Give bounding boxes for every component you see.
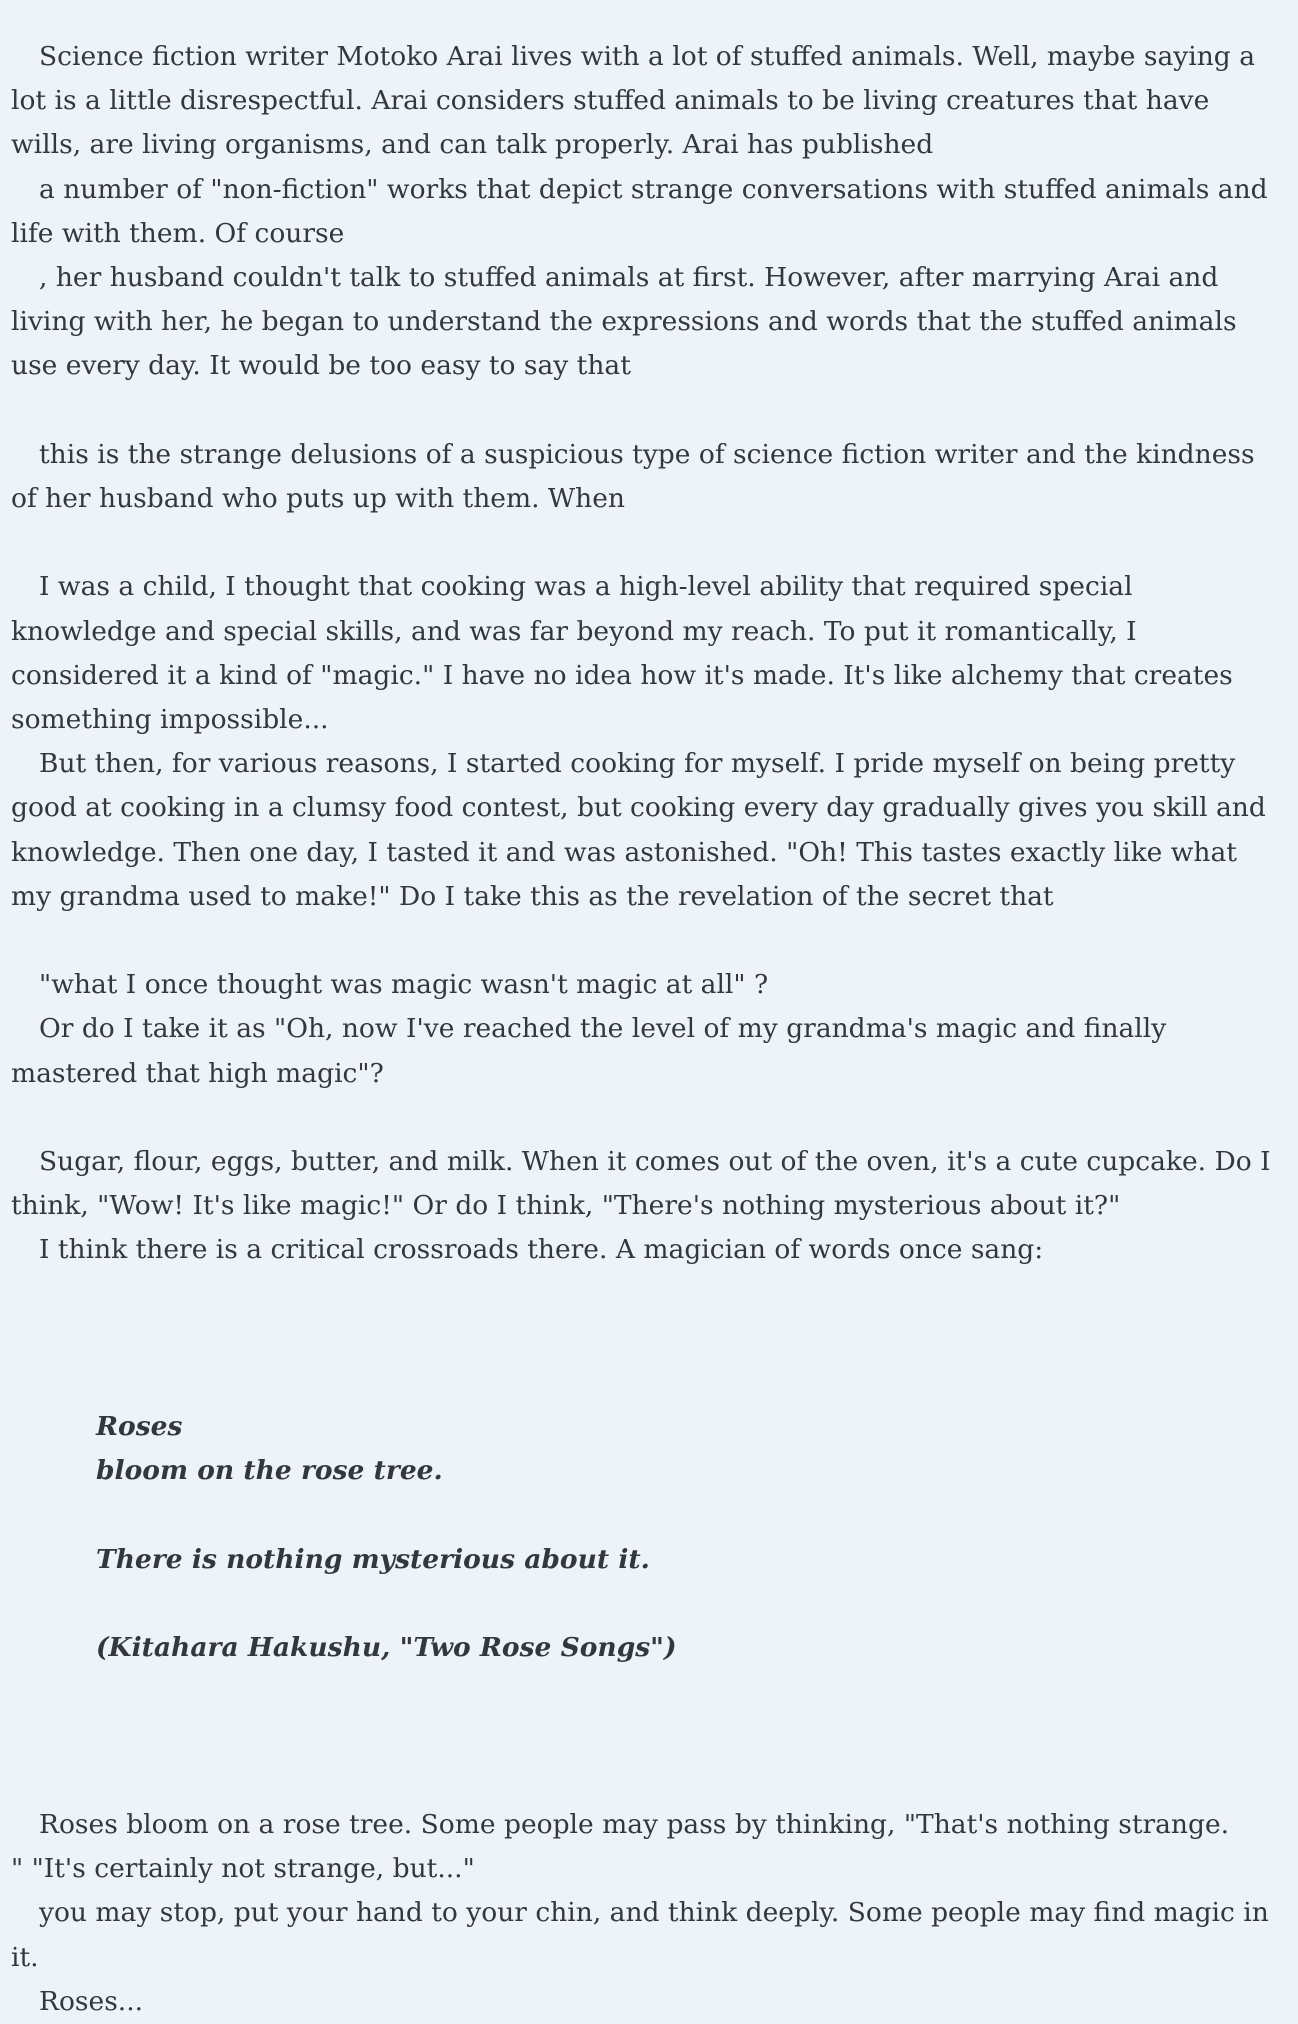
poem-line: Roses: [96, 1411, 183, 1443]
blank-line: [11, 919, 1284, 963]
blank-line: [11, 1273, 1284, 1317]
blank-line: [96, 1494, 1284, 1538]
paragraph: Sugar, flour, eggs, butter, and milk. When it comes out of the oven, it's a cute cupcake. Do I think, "Wow! It's like magic!" Or do I think, "There's nothing mysterious about it?": [11, 1146, 1271, 1222]
paragraph: you may stop, put your hand to your chin, and think deeply. Some people may find magic in it.: [11, 1897, 1269, 1973]
blank-line: [11, 1759, 1284, 1803]
blank-line: [11, 1361, 1284, 1405]
poem-line: bloom on the rose tree.: [96, 1455, 443, 1487]
paragraph: Science fiction writer Motoko Arai lives with a lot of stuffed animals. Well, maybe saying a lot is a little disrespectful. Arai considers stuffed animals to be living creatures that have wills, are living organisms, and can talk properly. Arai has published: [11, 41, 1255, 161]
paragraph: , her husband couldn't talk to stuffed animals at first. However, after marrying Arai and living with her, he began to understand the expressions and words that the stuffed animals use every day. It would be too easy to say that: [11, 262, 1237, 382]
paragraph: a number of "non-fiction" works that depict strange conversations with stuffed animals and life with them. Of course: [11, 173, 1268, 249]
paragraph: I was a child, I thought that cooking was a high-level ability that required special knowledge and special skills, and was far beyond my reach. To put it romantically, I considered it a kind of "magic." I have no idea how it's made. It's like alchemy that creates something impossible...: [11, 571, 1233, 736]
blank-line: [11, 389, 1284, 433]
blank-line: [11, 521, 1284, 565]
paragraph: Roses...: [39, 1985, 144, 2017]
blank-line: [96, 1582, 1284, 1626]
blank-line: [11, 1670, 1284, 1714]
poem-quote: [11, 1405, 1284, 1670]
paragraph: "what I once thought was magic wasn't magic at all" ?: [39, 969, 769, 1001]
blank-line: [11, 1715, 1284, 1759]
paragraph: I think there is a critical crossroads there. A magician of words once sang:: [39, 1234, 1044, 1266]
paragraph: Roses bloom on a rose tree. Some people may pass by thinking, "That's nothing strange.: [39, 1808, 1230, 1840]
paragraph: this is the strange delusions of a suspicious type of science fiction writer and the kindness of her husband who puts up with them. When: [11, 438, 1255, 515]
paragraph: Or do I take it as "Oh, now I've reached the level of my grandma's magic and finally mastered that high magic"?: [11, 1013, 1167, 1089]
blank-line: [11, 1096, 1284, 1140]
poem-line: There is nothing mysterious about it.: [96, 1543, 650, 1575]
paragraph: But then, for various reasons, I started cooking for myself. I pride myself on being pretty good at cooking in a clumsy food contest, but cooking every day gradually gives you skill and knowledge. Then one day, I tasted it and was astonished. "Oh! This tastes exactly like what my grandma used to make!" Do I take this as the revelation of the secret that: [11, 748, 1266, 912]
poem-citation: (Kitahara Hakushu, "Two Rose Songs"): [96, 1632, 677, 1664]
paragraph: " "It's certainly not strange, but...": [11, 1853, 475, 1885]
blank-line: [11, 1317, 1284, 1361]
